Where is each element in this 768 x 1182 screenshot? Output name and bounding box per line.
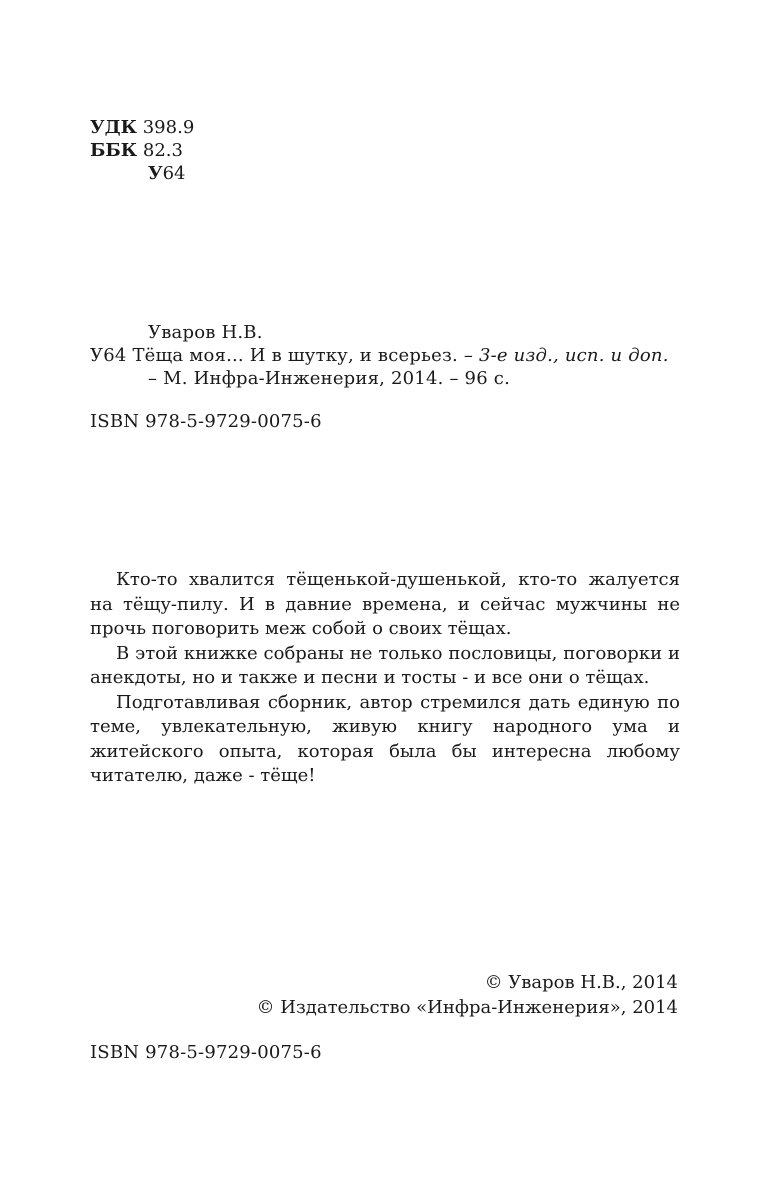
author-heading: Уваров Н.В.	[148, 322, 263, 343]
title-line	[90, 344, 669, 368]
annotation-paragraph-1: Кто-то хвалится тёщенькой-душенькой, кто-то жалуется на тёщу-пилу. И в давние времена, и сейчас мужчины не прочь поговорить меж собой о своих тёщах.	[90, 569, 680, 639]
copyright-author: © Уваров Н.В., 2014	[484, 972, 678, 993]
author-sign-label: У	[148, 163, 163, 184]
copyright-publisher: © Издательство «Инфра-Инженерия», 2014	[256, 997, 678, 1018]
annotation-paragraph-3: Подготавливая сборник, автор стремился дать единую по теме, увлекательную, живую книгу народного ума и житейского опыта, которая была бы интересна любому читателю, даже - тёще!	[90, 691, 680, 786]
imprint-line: – М. Инфра-Инженерия, 2014. – 96 с.	[148, 368, 510, 389]
udk-value: 398.9	[142, 117, 195, 138]
copyright-block	[257, 970, 678, 1020]
isbn-top: ISBN 978-5-9729-0075-6	[90, 411, 322, 432]
annotation	[90, 568, 680, 789]
bbk-value: 82.3	[142, 140, 183, 161]
udk-row	[90, 117, 194, 139]
isbn-bottom: ISBN 978-5-9729-0075-6	[90, 1042, 322, 1063]
author-sign-value: 64	[162, 163, 186, 184]
edition-statement: 3-е изд., исп. и доп.	[478, 345, 669, 366]
bbk-label: ББК	[90, 140, 138, 161]
annotation-paragraph-2: В этой книжке собраны не только пословицы, поговорки и анекдоты, но и также и песни и тосты - и все они о тёщах.	[90, 642, 680, 688]
udk-label: УДК	[90, 117, 137, 138]
call-number: У64	[90, 345, 127, 366]
book-title: Тёща моя... И в шутку, и всерьез. –	[132, 345, 474, 366]
bbk-row	[90, 140, 183, 162]
author-sign-row	[148, 163, 186, 185]
